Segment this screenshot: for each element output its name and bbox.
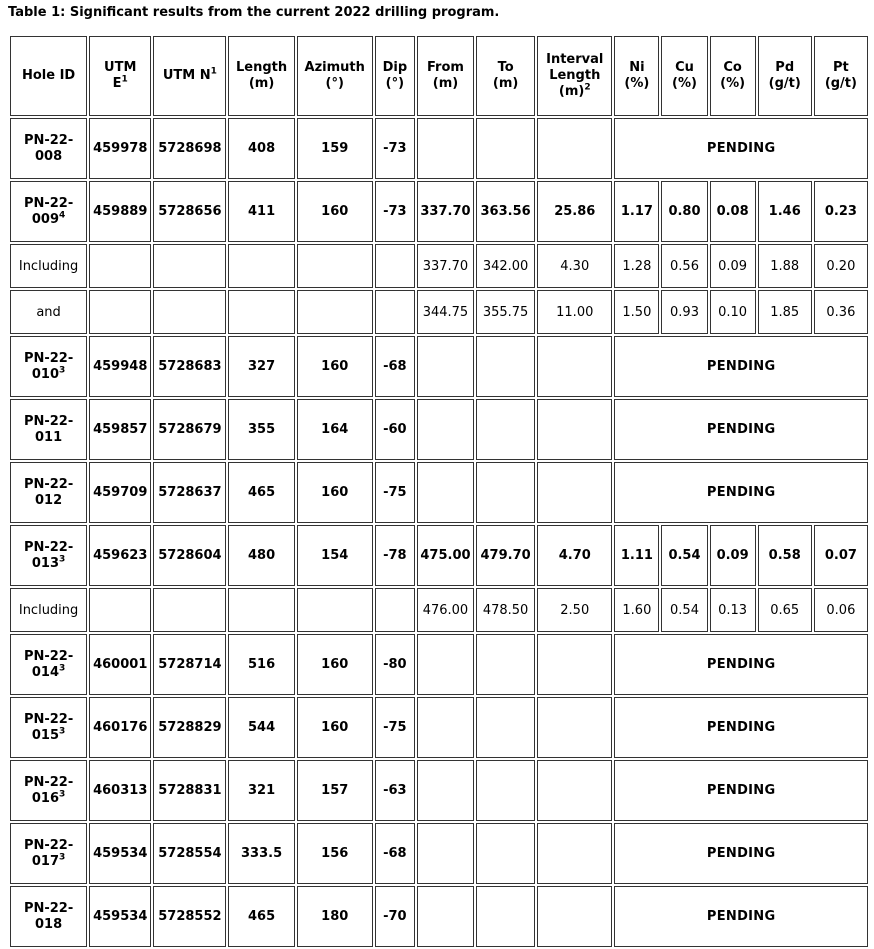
length-cell: 544 — [228, 697, 294, 758]
utm-n-cell: 5728554 — [153, 823, 226, 884]
to-cell — [476, 760, 535, 821]
cu-cell: 0.80 — [661, 181, 707, 242]
from-cell: 344.75 — [417, 290, 474, 334]
pending-status: PENDING — [614, 634, 868, 695]
interval-cell — [537, 336, 612, 397]
to-cell — [476, 118, 535, 179]
utm-e-cell: 459889 — [89, 181, 151, 242]
azimuth-cell: 160 — [297, 697, 373, 758]
from-cell: 476.00 — [417, 588, 474, 632]
utm-n-cell — [153, 588, 226, 632]
table-row — [10, 886, 868, 947]
co-cell: 0.09 — [710, 244, 756, 288]
utm-e-cell: 460176 — [89, 697, 151, 758]
azimuth-cell: 160 — [297, 336, 373, 397]
col-utm-e: UTM $E^1$ — [89, 36, 151, 116]
utm-e-cell: 459857 — [89, 399, 151, 460]
hole-id-cell: PN-22- $016^3$ — [10, 760, 87, 821]
hole-id-cell: PN-22- $017^3$ — [10, 823, 87, 884]
utm-e-cell — [89, 244, 151, 288]
utm-n-cell: 5728552 — [153, 886, 226, 947]
ni-cell: 1.60 — [614, 588, 659, 632]
table-row — [10, 760, 868, 821]
co-cell: 0.08 — [710, 181, 756, 242]
pending-status: PENDING — [614, 886, 868, 947]
and-label: and — [10, 290, 87, 334]
from-cell — [417, 886, 474, 947]
interval-cell: 4.30 — [537, 244, 612, 288]
length-cell: 465 — [228, 886, 294, 947]
interval-cell: 2.50 — [537, 588, 612, 632]
table-row — [10, 823, 868, 884]
length-cell — [228, 244, 294, 288]
azimuth-cell: 160 — [297, 462, 373, 523]
pd-cell: 0.65 — [758, 588, 812, 632]
table-row — [10, 697, 868, 758]
pending-status: PENDING — [614, 760, 868, 821]
table-row — [10, 462, 868, 523]
table-row-including — [10, 588, 868, 632]
pending-status: PENDING — [614, 697, 868, 758]
hole-id-cell: PN-22- 012 — [10, 462, 87, 523]
to-cell — [476, 823, 535, 884]
ni-cell: 1.50 — [614, 290, 659, 334]
dip-cell: -73 — [375, 118, 415, 179]
interval-cell — [537, 399, 612, 460]
col-from: From (m) — [417, 36, 474, 116]
dip-cell — [375, 244, 415, 288]
table-caption: Table 1: Significant results from the current 2022 drilling program. — [8, 5, 500, 20]
pt-cell: 0.07 — [814, 525, 868, 586]
interval-cell — [537, 697, 612, 758]
utm-e-cell: 459534 — [89, 886, 151, 947]
pending-status: PENDING — [614, 823, 868, 884]
interval-cell — [537, 760, 612, 821]
col-pd: Pd (g/t) — [758, 36, 812, 116]
from-cell: 337.70 — [417, 181, 474, 242]
dip-cell: -68 — [375, 823, 415, 884]
col-hole-id: Hole ID — [10, 36, 87, 116]
pt-cell: 0.06 — [814, 588, 868, 632]
hole-id-cell: PN-22- $014^3$ — [10, 634, 87, 695]
utm-n-cell: 5728637 — [153, 462, 226, 523]
col-interval-length: Interval Length $(m)^2$ — [537, 36, 612, 116]
utm-n-cell: 5728683 — [153, 336, 226, 397]
to-cell — [476, 462, 535, 523]
utm-e-cell: 460313 — [89, 760, 151, 821]
utm-e-cell — [89, 588, 151, 632]
co-cell: 0.13 — [710, 588, 756, 632]
including-label: Including — [10, 244, 87, 288]
azimuth-cell: 180 — [297, 886, 373, 947]
dip-cell: -78 — [375, 525, 415, 586]
hole-id-cell: PN-22- $013^3$ — [10, 525, 87, 586]
ni-cell: 1.17 — [614, 181, 659, 242]
cu-cell: 0.93 — [661, 290, 707, 334]
hole-id-cell: PN-22- $009^4$ — [10, 181, 87, 242]
from-cell — [417, 823, 474, 884]
azimuth-cell: 159 — [297, 118, 373, 179]
utm-e-cell: 459948 — [89, 336, 151, 397]
interval-cell: 11.00 — [537, 290, 612, 334]
pending-status: PENDING — [614, 399, 868, 460]
length-cell: 465 — [228, 462, 294, 523]
col-to: To (m) — [476, 36, 535, 116]
ni-cell: 1.28 — [614, 244, 659, 288]
pt-cell: 0.36 — [814, 290, 868, 334]
table-row — [10, 336, 868, 397]
interval-cell — [537, 823, 612, 884]
length-cell: 333.5 — [228, 823, 294, 884]
to-cell — [476, 336, 535, 397]
dip-cell: -75 — [375, 462, 415, 523]
ni-cell: 1.11 — [614, 525, 659, 586]
from-cell — [417, 634, 474, 695]
azimuth-cell: 160 — [297, 634, 373, 695]
table-row-including — [10, 244, 868, 288]
col-pt: Pt (g/t) — [814, 36, 868, 116]
length-cell: 411 — [228, 181, 294, 242]
utm-e-cell: 460001 — [89, 634, 151, 695]
to-cell — [476, 697, 535, 758]
to-cell: 363.56 — [476, 181, 535, 242]
utm-e-cell: 459623 — [89, 525, 151, 586]
dip-cell: -75 — [375, 697, 415, 758]
from-cell — [417, 760, 474, 821]
utm-n-cell: 5728829 — [153, 697, 226, 758]
drilling-results-table — [8, 34, 870, 949]
azimuth-cell: 157 — [297, 760, 373, 821]
table-row — [10, 118, 868, 179]
utm-e-cell: 459534 — [89, 823, 151, 884]
length-cell: 321 — [228, 760, 294, 821]
utm-n-cell: 5728656 — [153, 181, 226, 242]
table-row-and — [10, 290, 868, 334]
interval-cell: 25.86 — [537, 181, 612, 242]
table-row — [10, 399, 868, 460]
interval-cell — [537, 462, 612, 523]
utm-n-cell — [153, 244, 226, 288]
length-cell: 327 — [228, 336, 294, 397]
col-co: Co (%) — [710, 36, 756, 116]
dip-cell: -70 — [375, 886, 415, 947]
table-row — [10, 525, 868, 586]
dip-cell: -63 — [375, 760, 415, 821]
hole-id-cell: PN-22- 011 — [10, 399, 87, 460]
dip-cell: -73 — [375, 181, 415, 242]
length-cell: 408 — [228, 118, 294, 179]
interval-cell — [537, 634, 612, 695]
dip-cell — [375, 588, 415, 632]
co-cell: 0.09 — [710, 525, 756, 586]
azimuth-cell: 160 — [297, 181, 373, 242]
to-cell: 355.75 — [476, 290, 535, 334]
azimuth-cell: 156 — [297, 823, 373, 884]
interval-cell — [537, 118, 612, 179]
to-cell: 478.50 — [476, 588, 535, 632]
from-cell: 475.00 — [417, 525, 474, 586]
from-cell — [417, 336, 474, 397]
from-cell — [417, 697, 474, 758]
pt-cell: 0.23 — [814, 181, 868, 242]
length-cell: 355 — [228, 399, 294, 460]
from-cell — [417, 399, 474, 460]
col-dip: Dip (°) — [375, 36, 415, 116]
length-cell: 516 — [228, 634, 294, 695]
to-cell — [476, 634, 535, 695]
pd-cell: 1.88 — [758, 244, 812, 288]
interval-cell — [537, 886, 612, 947]
pending-status: PENDING — [614, 462, 868, 523]
pd-cell: 1.85 — [758, 290, 812, 334]
pending-status: PENDING — [614, 336, 868, 397]
table-row — [10, 634, 868, 695]
utm-n-cell: 5728679 — [153, 399, 226, 460]
to-cell — [476, 886, 535, 947]
azimuth-cell: 164 — [297, 399, 373, 460]
header-row — [10, 36, 868, 116]
dip-cell: -60 — [375, 399, 415, 460]
cu-cell: 0.56 — [661, 244, 707, 288]
utm-n-cell: 5728714 — [153, 634, 226, 695]
pd-cell: 0.58 — [758, 525, 812, 586]
interval-cell: 4.70 — [537, 525, 612, 586]
pt-cell: 0.20 — [814, 244, 868, 288]
dip-cell: -68 — [375, 336, 415, 397]
table-row — [10, 181, 868, 242]
cu-cell: 0.54 — [661, 525, 707, 586]
col-azimuth: Azimuth (°) — [297, 36, 373, 116]
co-cell: 0.10 — [710, 290, 756, 334]
cu-cell: 0.54 — [661, 588, 707, 632]
utm-n-cell — [153, 290, 226, 334]
from-cell — [417, 462, 474, 523]
to-cell: 342.00 — [476, 244, 535, 288]
azimuth-cell — [297, 588, 373, 632]
azimuth-cell — [297, 290, 373, 334]
pending-status: PENDING — [614, 118, 868, 179]
length-cell: 480 — [228, 525, 294, 586]
utm-e-cell: 459709 — [89, 462, 151, 523]
col-length: Length (m) — [228, 36, 294, 116]
utm-n-cell: 5728698 — [153, 118, 226, 179]
length-cell — [228, 290, 294, 334]
including-label: Including — [10, 588, 87, 632]
hole-id-cell: PN-22- 018 — [10, 886, 87, 947]
to-cell — [476, 399, 535, 460]
col-utm-n: UTM $N^1$ — [153, 36, 226, 116]
utm-e-cell — [89, 290, 151, 334]
dip-cell — [375, 290, 415, 334]
from-cell — [417, 118, 474, 179]
utm-n-cell: 5728604 — [153, 525, 226, 586]
utm-n-cell: 5728831 — [153, 760, 226, 821]
azimuth-cell — [297, 244, 373, 288]
col-ni: Ni (%) — [614, 36, 659, 116]
pd-cell: 1.46 — [758, 181, 812, 242]
to-cell: 479.70 — [476, 525, 535, 586]
from-cell: 337.70 — [417, 244, 474, 288]
hole-id-cell: PN-22- 008 — [10, 118, 87, 179]
length-cell — [228, 588, 294, 632]
hole-id-cell: PN-22- $010^3$ — [10, 336, 87, 397]
utm-e-cell: 459978 — [89, 118, 151, 179]
dip-cell: -80 — [375, 634, 415, 695]
col-cu: Cu (%) — [661, 36, 707, 116]
azimuth-cell: 154 — [297, 525, 373, 586]
hole-id-cell: PN-22- $015^3$ — [10, 697, 87, 758]
